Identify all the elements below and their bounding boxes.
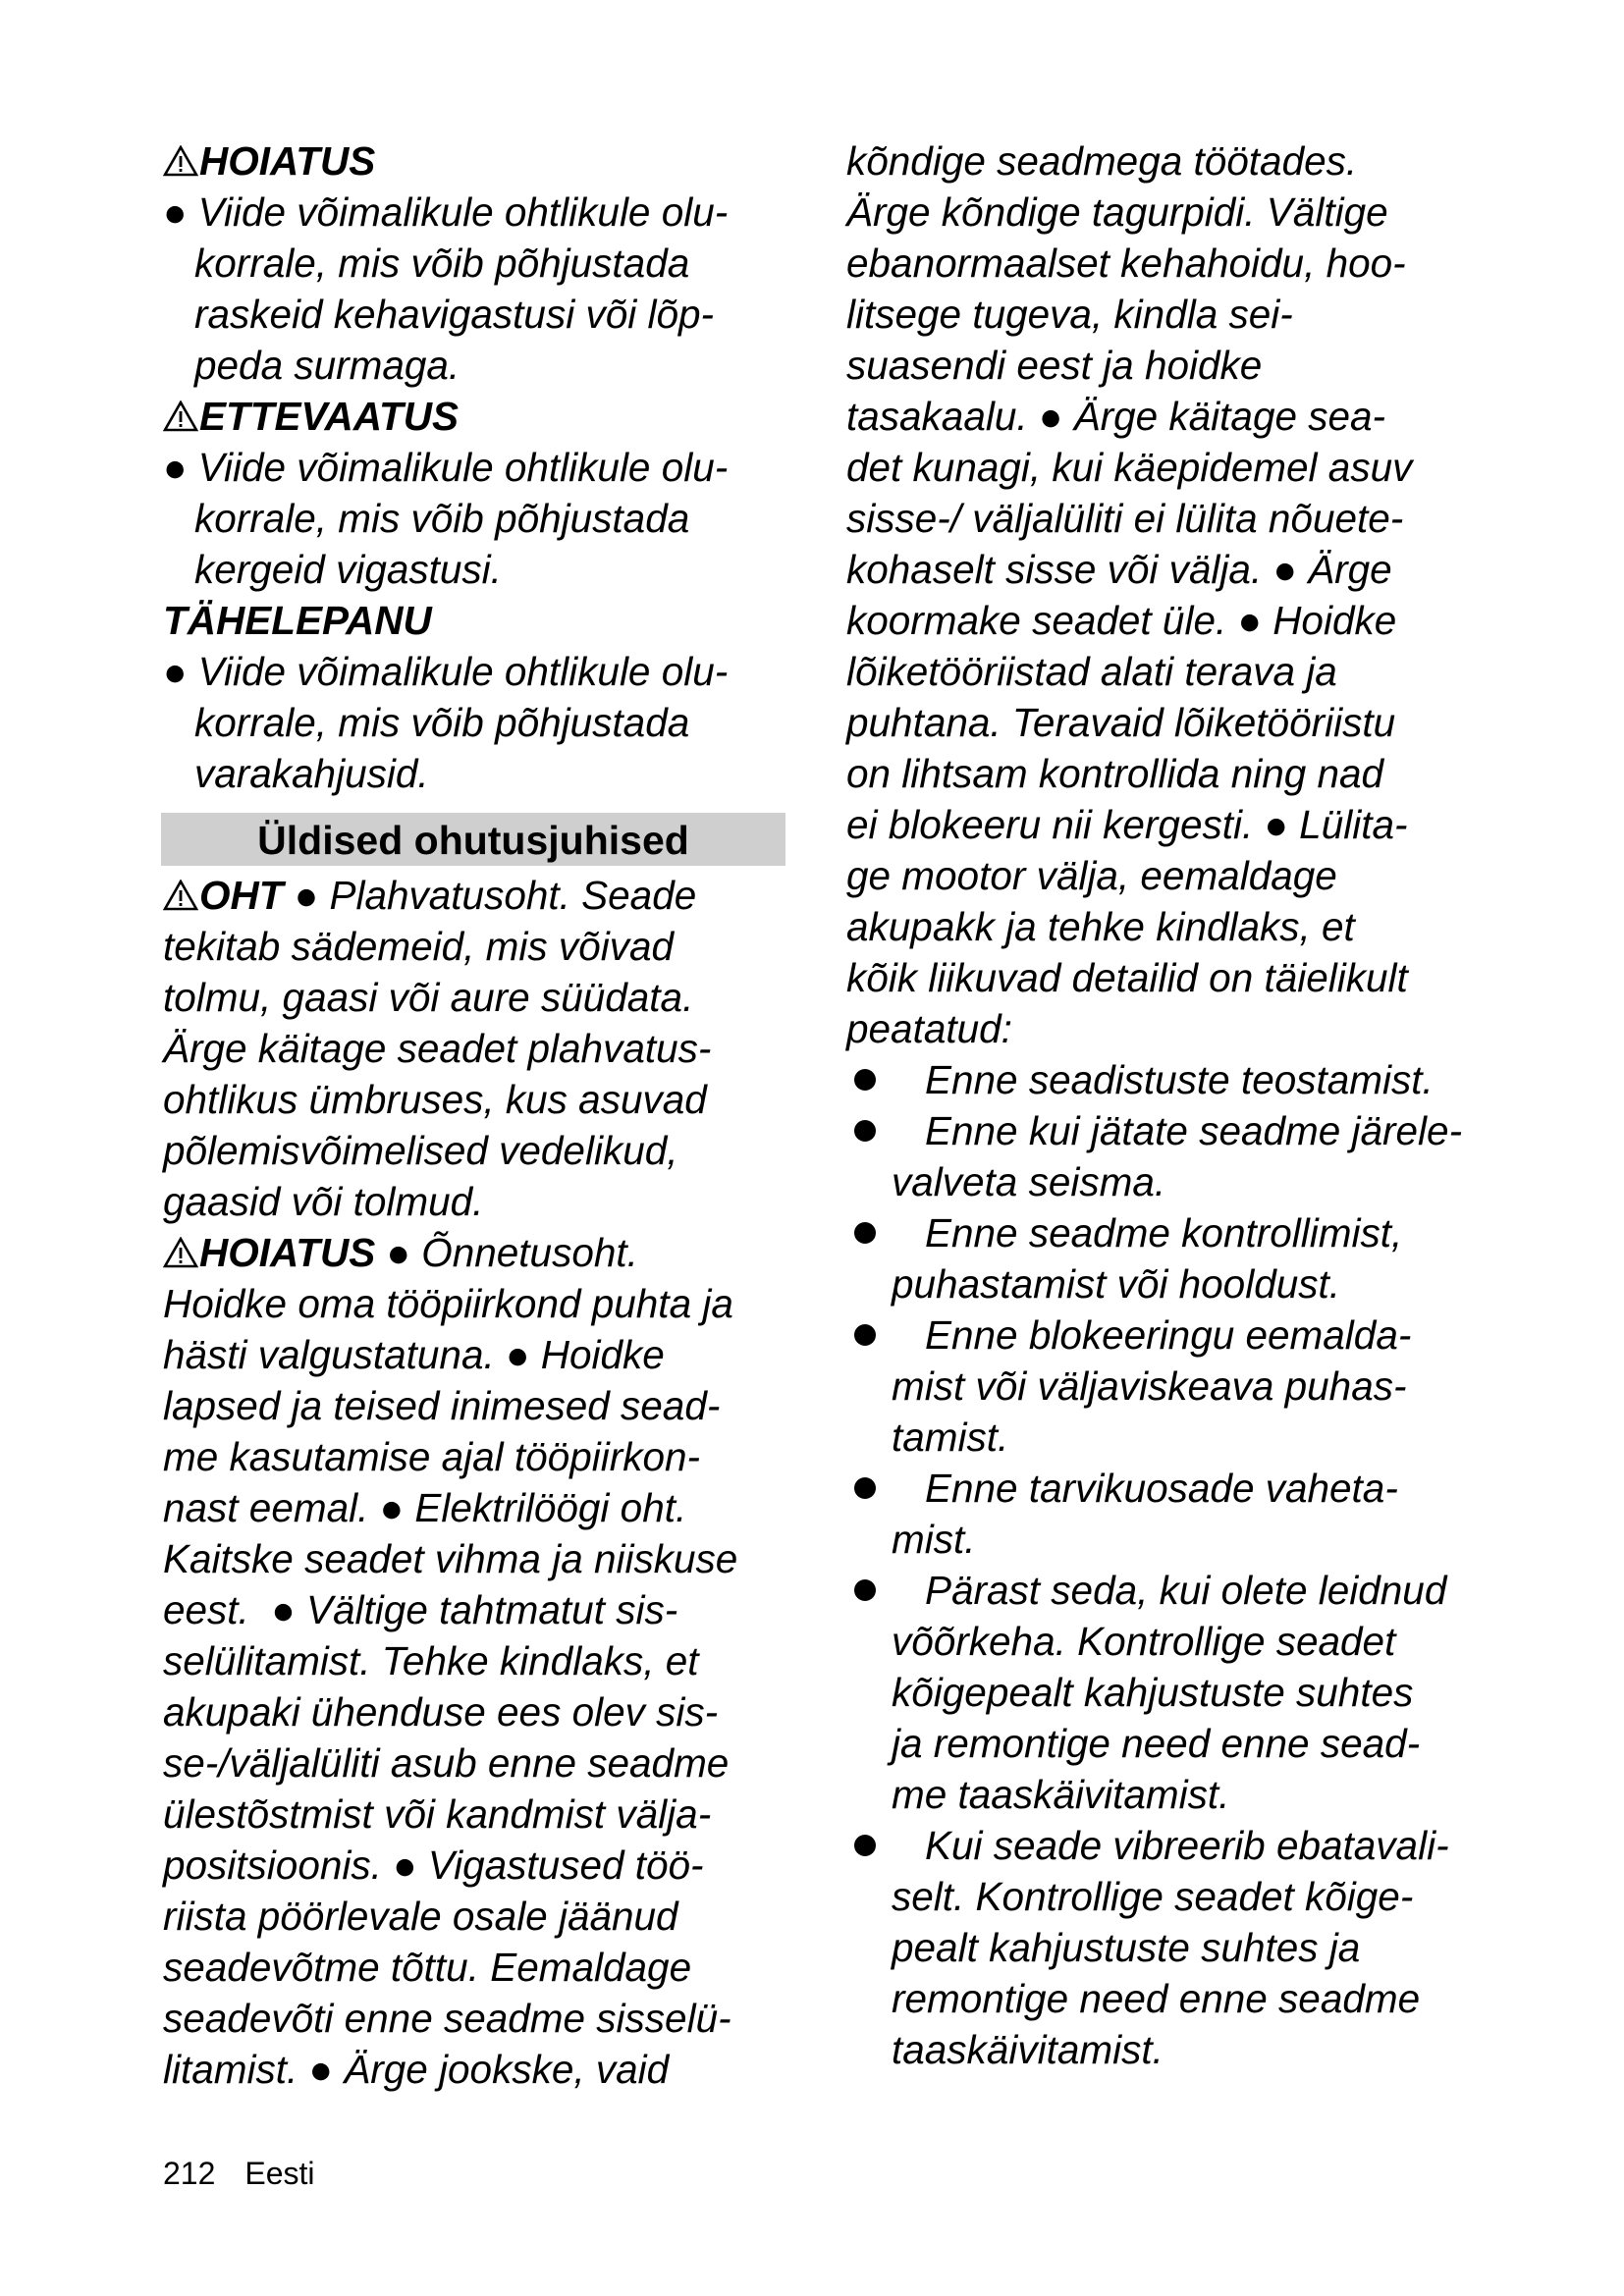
notice-text (163, 646, 791, 799)
text-line: korrale, mis võib põhjustada (194, 240, 690, 286)
text-line: ebanormaalset kehahoidu, hoo- (846, 240, 1406, 286)
text-line: gaasid või tolmud. (163, 1179, 484, 1224)
text-line: ülestõstmist või kandmist välja- (163, 1791, 712, 1837)
text-line: se-/väljalüliti asub enne seadme (163, 1740, 730, 1786)
list-item-continuation: puhastamist või hooldust. (892, 1261, 1341, 1307)
list-item-first-line (846, 1820, 1514, 1871)
warning-triangle-icon (163, 1237, 198, 1268)
list-item-text: Enne blokeeringu eemalda- (925, 1312, 1412, 1358)
warning-triangle-icon (163, 400, 198, 432)
hoiatus2-text (163, 1278, 791, 2095)
warning-text (163, 187, 791, 391)
text-line: hästi valgustatuna. ● Hoidke (163, 1332, 665, 1377)
text-line: selülitamist. Tehke kindlaks, et (163, 1638, 699, 1683)
list-item-first-line (846, 1054, 1514, 1105)
text-line: korrale, mis võib põhjustada (194, 496, 690, 541)
list-item-first-line (846, 1309, 1514, 1361)
caution-heading: ETTEVAATUS (163, 391, 791, 442)
warning-heading: HOIATUS (163, 135, 791, 187)
text-line: ge mootor välja, eemaldage (846, 853, 1337, 898)
list-item (846, 1105, 1514, 1207)
bullet-dot-icon (854, 1069, 876, 1091)
text-line: kõndige seadmega töötades. (846, 138, 1358, 184)
list-item-text: Enne kui jätate seadme järele- (925, 1108, 1463, 1153)
list-item (846, 1463, 1514, 1565)
page-number: 212 (163, 2156, 216, 2191)
text-line: litsege tugeva, kindla sei- (846, 292, 1293, 337)
text-line: kõik liikuvad detailid on täielikult (846, 955, 1408, 1000)
list-item-continuation: mist või väljaviskeava puhas- (892, 1363, 1407, 1409)
danger-first-line (163, 870, 791, 921)
list-item-continuation: me taaskäivitamist. (892, 1772, 1230, 1817)
text-line: akupaki ühenduse ees olev sis- (163, 1689, 719, 1735)
bullet-dot-icon (854, 1324, 876, 1346)
text-line: nast eemal. ● Elektrilöögi oht. (163, 1485, 687, 1530)
text-line: raskeid kehavigastusi või lõp- (194, 292, 715, 337)
text-line: riista pöörlevale osale jäänud (163, 1894, 678, 1939)
text-line: peatatud: (846, 1006, 1012, 1051)
text-line: põlemisvõimelised vedelikud, (163, 1128, 678, 1173)
text-line: Kaitske seadet vihma ja niiskuse (163, 1536, 738, 1581)
text-line: ● Viide võimalikule ohtlikule olu- (163, 189, 729, 235)
text-line: suasendi eest ja hoidke (846, 343, 1263, 388)
text-line: sisse-/ väljalüliti ei lülita nõuete- (846, 496, 1404, 541)
notice-heading: TÄHELEPANU (163, 598, 432, 643)
list-item (846, 1820, 1514, 2075)
list-item-continuation: remontige need enne seadme (892, 1976, 1421, 2021)
left-column (163, 135, 791, 2095)
bullet-dot-icon (854, 1835, 876, 1856)
list-item-first-line (846, 1105, 1514, 1156)
footer-language: Eesti (244, 2156, 315, 2191)
list-item-continuation: võõrkeha. Kontrollige seadet (892, 1619, 1396, 1664)
list-item-continuation: kõigepealt kahjustuste suhtes (892, 1670, 1414, 1715)
text-line: lapsed ja teised inimesed sead- (163, 1383, 721, 1428)
list-item (846, 1565, 1514, 1820)
danger-heading: OHT (199, 873, 284, 918)
text-line: tasakaalu. ● Ärge käitage sea- (846, 394, 1386, 439)
list-item-text: Enne tarvikuosade vaheta- (925, 1466, 1398, 1511)
text-line: eest. ● Vältige tahtmatut sis- (163, 1587, 678, 1632)
list-item-first-line (846, 1207, 1514, 1258)
text-line: seadevõti enne seadme sisselü- (163, 1996, 731, 2041)
text-line: ● Viide võimalikule ohtlikule olu- (163, 445, 729, 490)
list-item (846, 1054, 1514, 1105)
text-line: det kunagi, kui käepidemel asuv (846, 445, 1413, 490)
section-title: Üldised ohutusjuhised (161, 813, 785, 866)
list-item (846, 1207, 1514, 1309)
right-column (846, 135, 1514, 2075)
list-item (846, 1309, 1514, 1463)
list-item-continuation: valveta seisma. (892, 1159, 1166, 1204)
caution-text (163, 442, 791, 595)
text-line: ohtlikus ümbruses, kus asuvad (163, 1077, 707, 1122)
text-line: puhtana. Teravaid lõiketööriistu (846, 700, 1396, 745)
text-line: korrale, mis võib põhjustada (194, 700, 690, 745)
text-line: koormake seadet üle. ● Hoidke (846, 598, 1397, 643)
text-line: kergeid vigastusi. (194, 547, 502, 592)
text-line: Hoidke oma tööpiirkond puhta ja (163, 1281, 733, 1326)
danger-first-text: ● Plahvatusoht. Seade (283, 873, 697, 918)
list-item-continuation: mist. (892, 1517, 976, 1562)
text-line: ● Viide võimalikule ohtlikule olu- (163, 649, 729, 694)
list-item-continuation: selt. Kontrollige seadet kõige- (892, 1874, 1414, 1919)
warning-triangle-icon (163, 145, 198, 177)
text-line: Ärge kõndige tagurpidi. Vältige (846, 189, 1388, 235)
bullet-dot-icon (854, 1477, 876, 1499)
danger-text (163, 921, 791, 1227)
warning-triangle-icon (163, 880, 198, 911)
text-line: on lihtsam kontrollida ning nad (846, 751, 1384, 796)
list-item-continuation: tamist. (892, 1415, 1009, 1460)
text-line: litamist. ● Ärge jookske, vaid (163, 2047, 670, 2092)
text-line: me kasutamise ajal tööpiirkon- (163, 1434, 700, 1479)
list-item-text: Pärast seda, kui olete leidnud (925, 1568, 1447, 1613)
text-line: positsioonis. ● Vigastused töö- (163, 1842, 704, 1888)
text-line: akupakk ja tehke kindlaks, et (846, 904, 1355, 949)
text-line: lõiketööriistad alati terava ja (846, 649, 1337, 694)
text-line: Ärge käitage seadet plahvatus- (163, 1026, 712, 1071)
text-line: varakahjusid. (194, 751, 429, 796)
text-line: kohaselt sisse või välja. ● Ärge (846, 547, 1392, 592)
list-item-continuation: taaskäivitamist. (892, 2027, 1164, 2072)
bullet-dot-icon (854, 1120, 876, 1142)
text-line: tolmu, gaasi või aure süüdata. (163, 975, 694, 1020)
bullet-dot-icon (854, 1222, 876, 1244)
text-line: tekitab sädemeid, mis võivad (163, 924, 674, 969)
hoiatus2-first-text: ● Õnnetusoht. (375, 1230, 638, 1275)
list-item-text: Kui seade vibreerib ebatavali- (925, 1823, 1449, 1868)
hoiatus2-first-line (163, 1227, 791, 1278)
page-footer (163, 2156, 345, 2192)
text-line: peda surmaga. (194, 343, 460, 388)
list-item-first-line (846, 1463, 1514, 1514)
list-item-continuation: pealt kahjustuste suhtes ja (892, 1925, 1361, 1970)
text-line: ei blokeeru nii kergesti. ● Lülita- (846, 802, 1408, 847)
list-item-text: Enne seadistuste teostamist. (925, 1057, 1434, 1102)
list-item-text: Enne seadme kontrollimist, (925, 1210, 1403, 1255)
hoiatus2-heading: HOIATUS (199, 1230, 376, 1275)
right-paragraph (846, 135, 1514, 1054)
right-bullet-list (846, 1054, 1514, 2075)
list-item-continuation: ja remontige need enne sead- (892, 1721, 1421, 1766)
list-item-first-line (846, 1565, 1514, 1616)
bullet-dot-icon (854, 1579, 876, 1601)
text-line: seadevõtme tõttu. Eemaldage (163, 1945, 692, 1990)
